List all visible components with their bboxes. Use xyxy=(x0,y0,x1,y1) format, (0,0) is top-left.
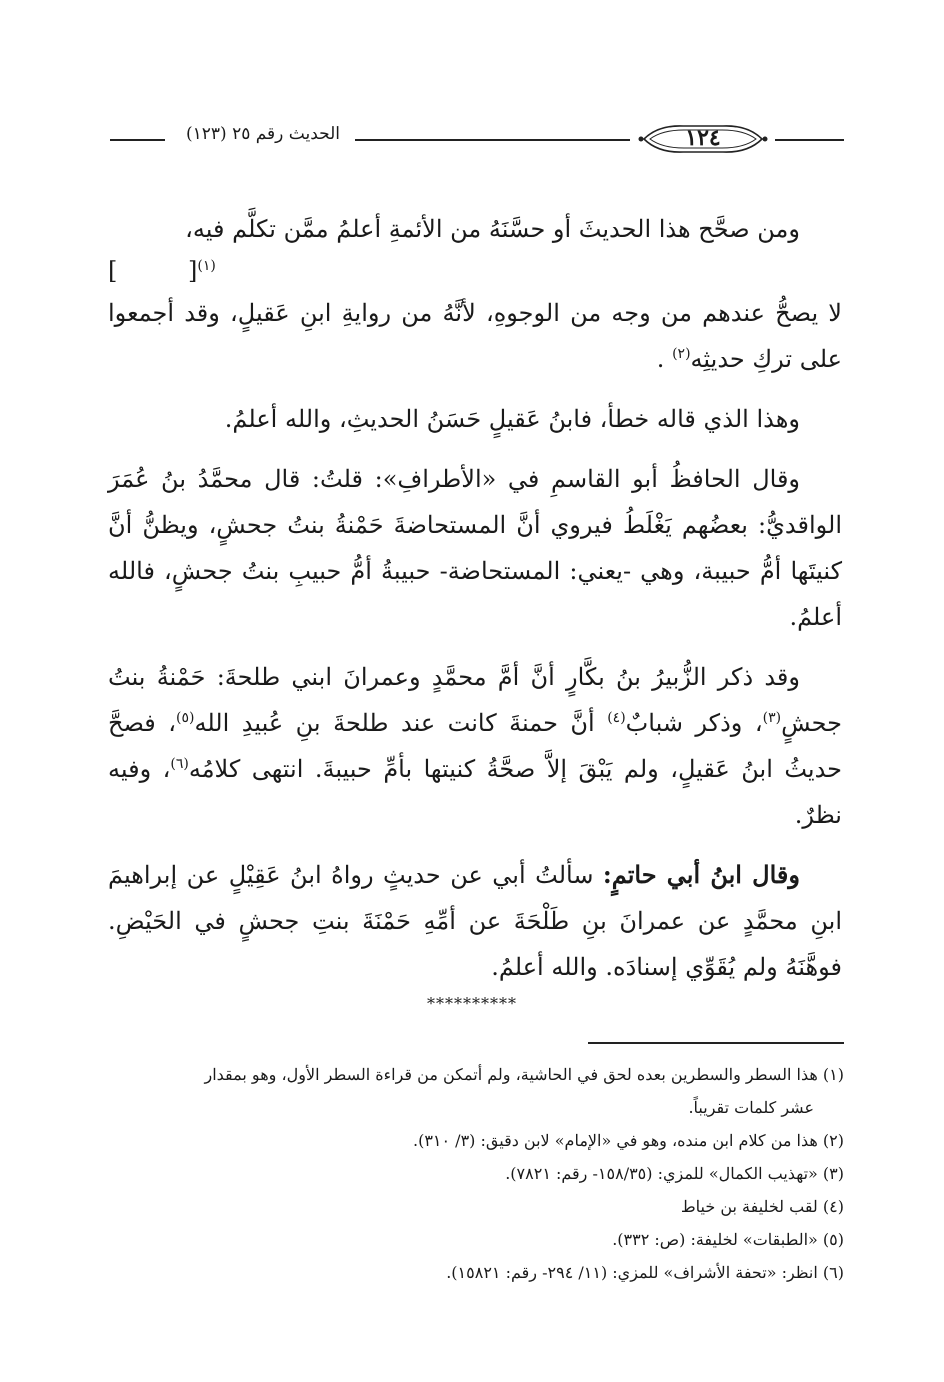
footnote-4: (٤) لقب لخليفة بن خياط xyxy=(680,1197,844,1216)
header-rule-right xyxy=(775,139,844,141)
paragraph-4 xyxy=(108,456,842,640)
header-rule-middle xyxy=(355,139,630,141)
paragraph-4-text: وقال الحافظُ أبو القاسمِ في «الأطرافِ»: قلتُ: قال محمَّدُ بنُ عُمَرَ الواقديُّ: بعضُهم يَغْلَطُ فيروي أنَّ المستحاضةَ حَمْنةُ بنتُ جحشٍ، ويظنُّ أنَّ كنيتَها أمُّ حبيبة، وهي -يعني: المستحاضة- حبيبةُ أمُّ حبيبِ بنتُ جحشٍ، فالله أعلمُ. xyxy=(108,465,842,631)
page-number: ١٢٤ xyxy=(685,125,721,151)
footnote-3: (٣) «تهذيب الكمال» للمزي: (١٥٨/٣٥- رقم: ٧٨٢١). xyxy=(505,1164,844,1183)
footnote-5: (٥) «الطبقات» لخليفة: (ص: ٣٣٢). xyxy=(612,1230,844,1249)
footnote-ref-1: (١) xyxy=(197,258,216,274)
running-header xyxy=(110,118,844,162)
paragraph-3 xyxy=(108,396,842,442)
paragraph-6-lead: وقال ابنُ أبي حاتمٍ: xyxy=(602,860,800,889)
paragraph-1 xyxy=(108,206,842,252)
paragraph-2: لا يصحُّ عندهم من وجه من الوجوهِ، لأنَّهُ من روايةِ ابنِ عَقيلٍ، وقد أجمعوا على تركِ حديثِه$^{(٢)}$ . xyxy=(108,299,842,373)
footnote-6: (٦) انظر: «تحفة الأشراف» للمزي: (١١/ ٢٩٤- رقم: ١٥٨٢١). xyxy=(446,1263,844,1282)
footnote-ref-2: (٢) xyxy=(672,346,691,362)
paragraph-1-text: ومن صحَّح هذا الحديثَ أو حسَّنَهُ من الأئمةِ أعلمُ ممَّن تكلَّم فيه، xyxy=(185,215,800,243)
paragraph-6 xyxy=(108,852,842,990)
paragraph-6-text: سألتُ أبي عن حديثٍ رواهُ ابنُ عَقِيْلٍ عن إبراهيمَ ابنِ محمَّدٍ عن عمرانَ بنِ طَلْحَةَ عن أمِّهِ حَمْنَةَ بنتِ جحشٍ في الحَيْضِ. فوهَّنَهُ ولم يُقَوِّي إسنادَه. والله أعلمُ. xyxy=(108,861,842,981)
paragraph-5: وقد ذكر الزُّبيرُ بنُ بكَّارٍ أنَّ أمَّ محمَّدٍ وعمرانَ ابني طلحةَ: حَمْنةُ بنتُ جحشٍ$^{(٣)}$، وذكر شبابٌ$^{(٤)}$ أنَّ حمنةَ كانت عند طلحةَ بنِ عُبيدِ الله$^{(٥)}$، فصحَّ حديثُ ابنُ عَقيلٍ، ولم يَبْقَ إلاَّ صحَّةُ كنيتها بأمِّ حبيبةَ. انتهى كلامُه$^{(٦)}$، وفيه نظرٌ. xyxy=(108,663,843,829)
main-text xyxy=(108,206,842,1004)
bracket-close: ] xyxy=(108,257,118,285)
bracket-open: $^{(١)}$[ xyxy=(188,257,216,285)
footnote-ref-5: (٥) xyxy=(176,710,195,726)
paragraph-2-text: لا يصحُّ عندهم من وجه من الوجوهِ، لأنَّهُ من روايةِ ابنِ عَقيلٍ، وقد أجمعوا على تركِ حديثِه xyxy=(108,299,842,373)
header-title: الحديث رقم ٢٥ (١٢٣) xyxy=(185,124,341,144)
paragraph-3-text: وهذا الذي قاله خطأ، فابنُ عَقيلٍ حَسَنُ الحديثِ، والله أعلمُ. xyxy=(224,405,800,433)
footnote-ref-6: (٦) xyxy=(170,756,189,772)
page-number-ornament xyxy=(638,121,768,155)
footnotes xyxy=(108,1058,844,1289)
section-separator: ********** xyxy=(427,994,517,1013)
footnote-2: (٢) هذا من كلام ابن منده، وهو في «الإمام» لابن دقيق: (٣/ ٣١٠). xyxy=(412,1131,844,1150)
footnote-ref-3: (٣) xyxy=(762,710,782,726)
footnote-1: (١) هذا السطر والسطرين بعده لحق في الحاشية، ولم أتمكن من قراءة السطر الأول، وهو بمقدار عشر كلمات تقريباً. xyxy=(204,1065,844,1117)
footnote-ref-4: (٤) xyxy=(607,710,626,726)
footnote-rule xyxy=(588,1042,844,1044)
header-rule-left xyxy=(110,139,165,141)
bracket-line xyxy=(108,252,842,290)
